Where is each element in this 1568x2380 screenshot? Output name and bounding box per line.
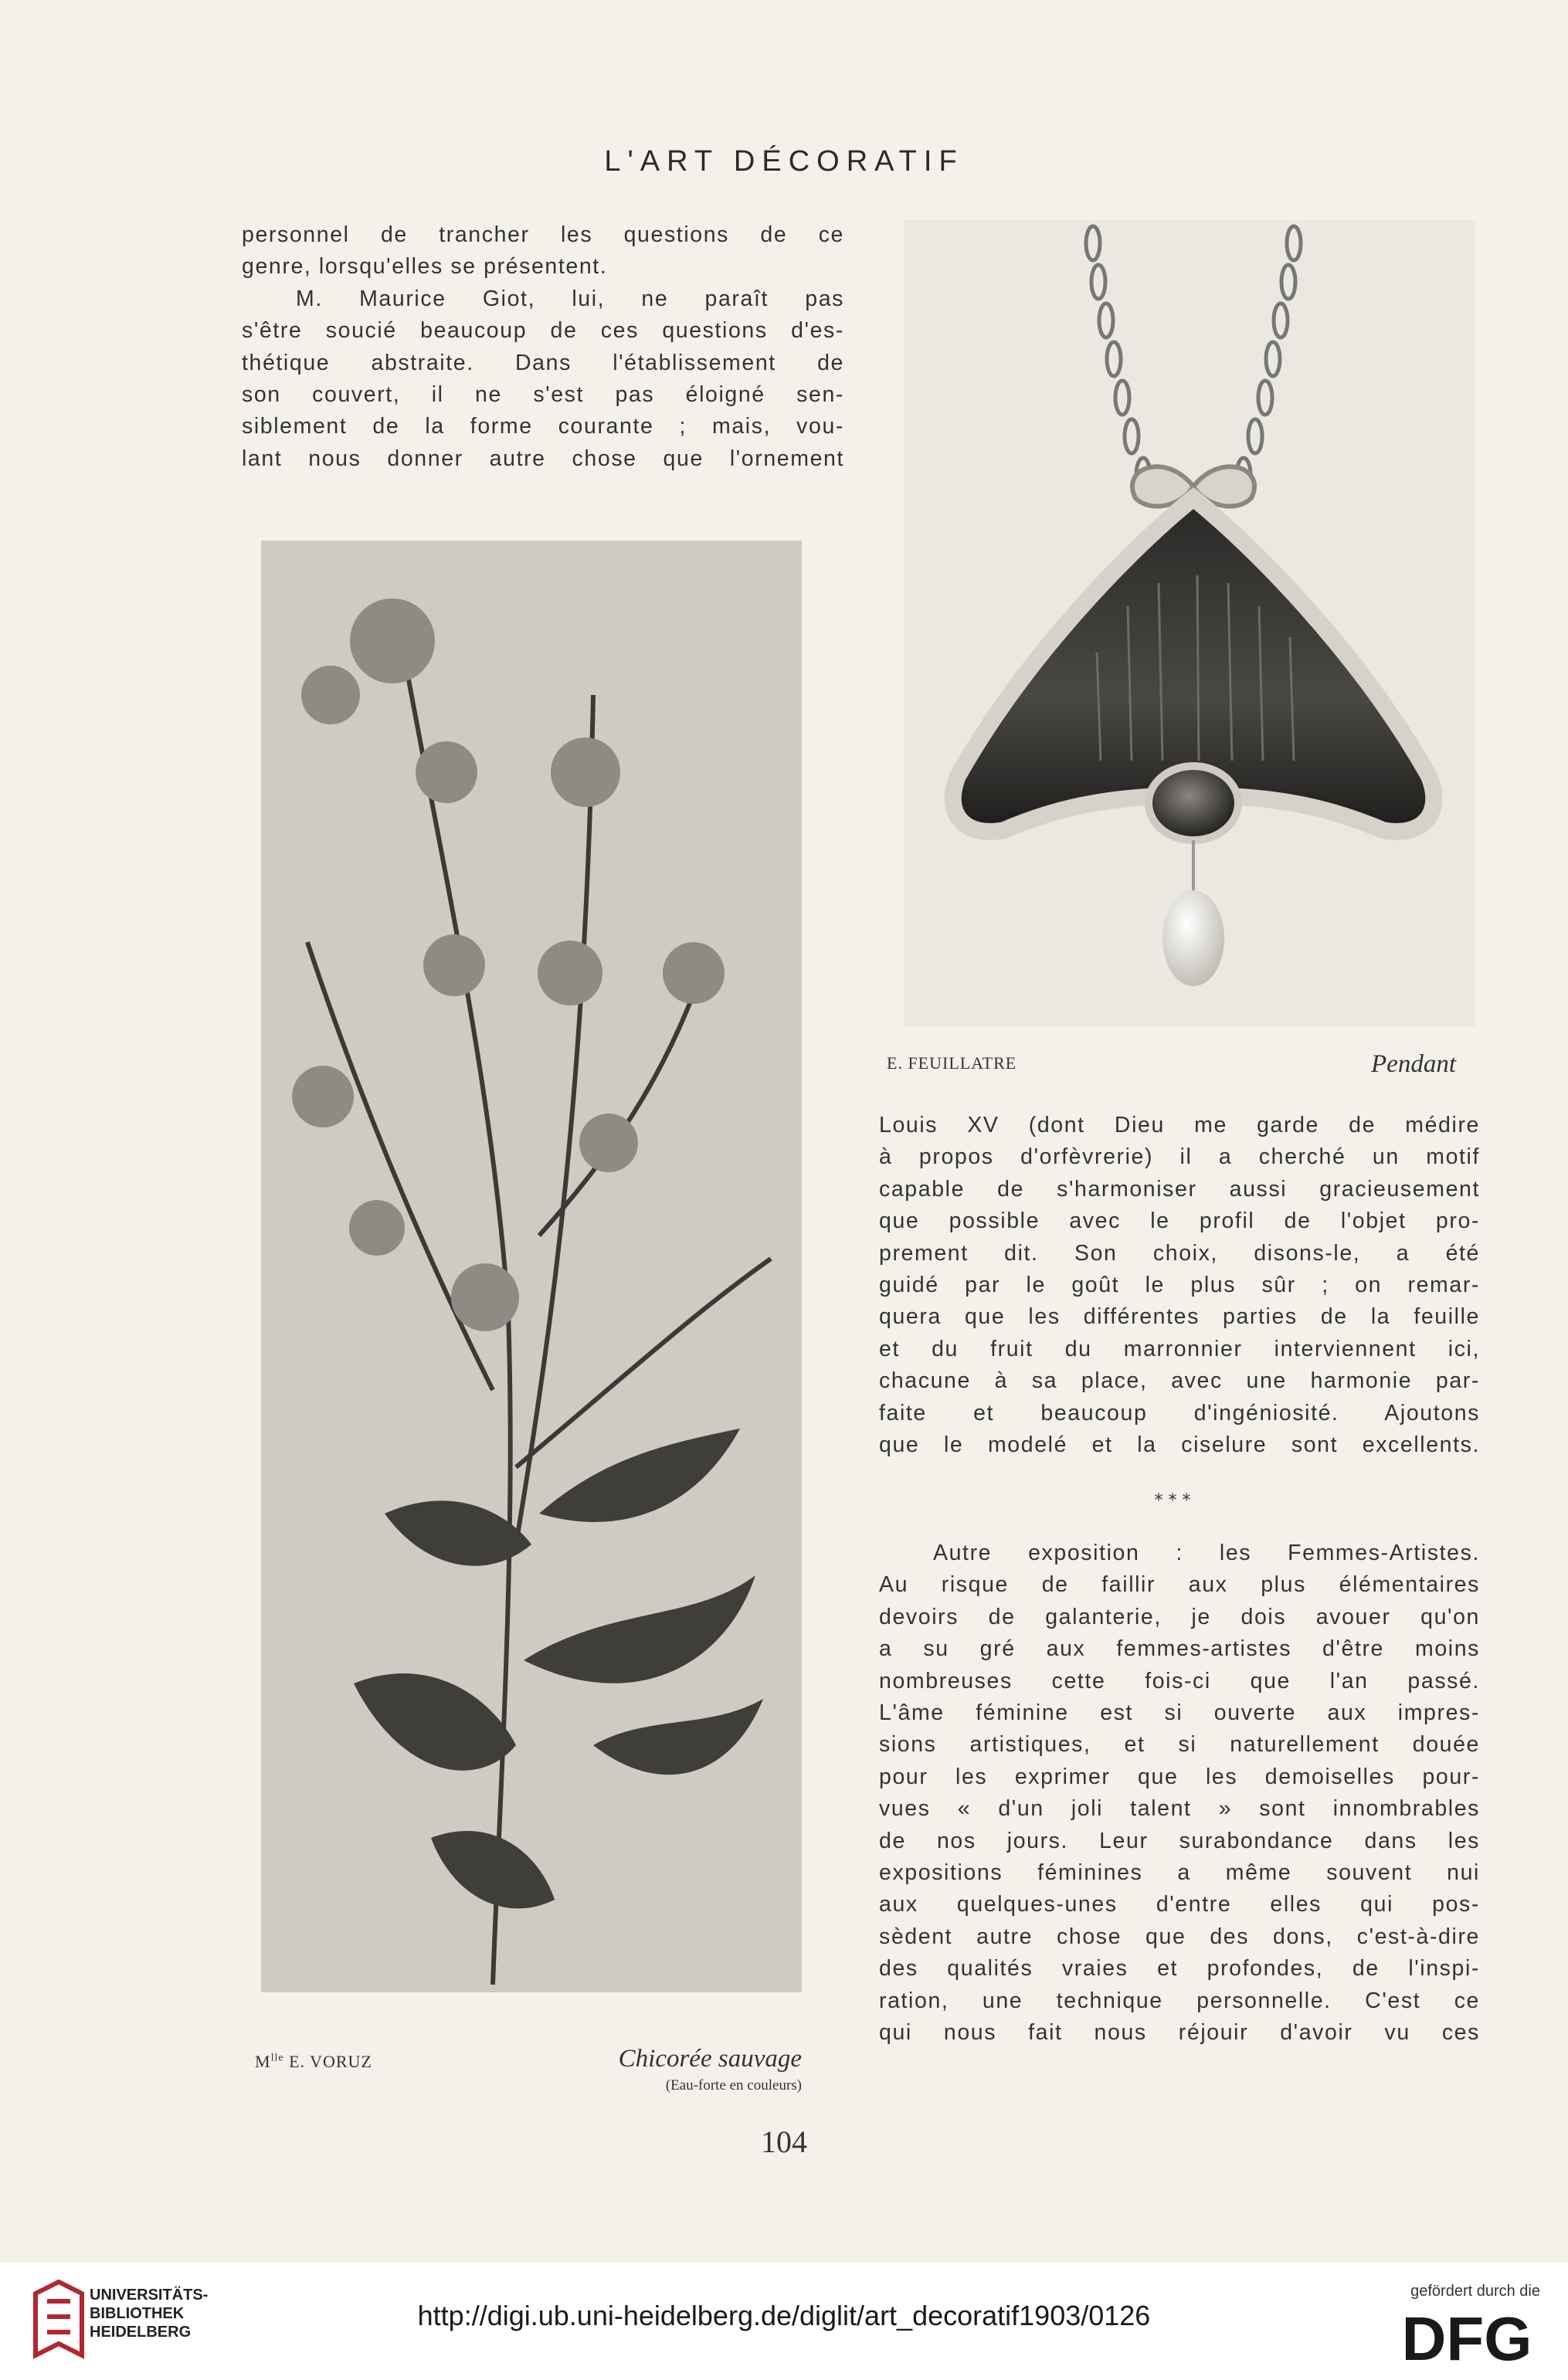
text-line: L'âme féminine est si ouverte aux impres- — [879, 1700, 1480, 1726]
text-line: prement dit. Son choix, disons-le, a été — [879, 1240, 1480, 1266]
library-name-line: HEIDELBERG — [90, 2324, 192, 2341]
pendant-caption-title: Pendant — [1371, 1050, 1456, 1078]
library-name-line: BIBLIOTHEK — [90, 2305, 185, 2322]
text-line: Autre exposition : les Femmes-Artistes. — [933, 1541, 1480, 1565]
text-line: capable de s'harmoniser aussi gracieusement — [879, 1176, 1480, 1202]
text-line: expositions féminines a même souvent nui — [879, 1860, 1480, 1886]
text-line: siblement de la forme courante ; mais, vou- — [242, 414, 844, 439]
artist-suffix: lle — [270, 2052, 284, 2064]
text-line: thétique abstraite. Dans l'établissement de — [242, 350, 844, 375]
text-line: personnel de trancher les questions de ce — [242, 222, 844, 247]
text-line: Au risque de faillir aux plus élémentaires — [879, 1572, 1480, 1598]
chain-right — [1237, 226, 1301, 492]
text-line: pour les exprimer que les demoiselles pour- — [879, 1764, 1480, 1789]
text-line: qui nous fait nous réjouir d'avoir vu ces — [879, 2020, 1480, 2046]
artist-prefix: M — [255, 2052, 271, 2071]
text-line: chacune à sa place, avec une harmonie par- — [879, 1368, 1480, 1394]
gemstone — [1149, 766, 1238, 840]
text-column-right-1 — [879, 1110, 1480, 1461]
chain-left — [1086, 226, 1150, 492]
library-name-line: UNIVERSITÄTS- — [90, 2287, 209, 2304]
text-line: et du fruit du marronnier interviennent ici, — [879, 1336, 1480, 1361]
text-line: M. Maurice Giot, lui, ne paraît pas — [296, 286, 844, 311]
text-line: Louis XV (dont Dieu me garde de médire — [879, 1113, 1480, 1137]
digitization-footer — [0, 2263, 1568, 2380]
flower-heads — [292, 598, 725, 1331]
pendant-caption-artist: E. FEUILLATRE — [887, 1053, 1017, 1073]
text-line: quera que les différentes parties de la feuille — [879, 1304, 1480, 1330]
text-column-right-2 — [879, 1538, 1480, 2049]
text-line: que possible avec le profil de l'objet pro- — [879, 1209, 1480, 1234]
text-line: genre, lorsqu'elles se présentent. — [242, 254, 608, 280]
text-line: guidé par le goût le plus sûr ; on remar- — [879, 1273, 1480, 1298]
artist-name: E. VORUZ — [283, 2052, 372, 2071]
text-line: à propos d'orfèvrerie) il a cherché un motif — [879, 1144, 1480, 1170]
funding-note: gefördert durch die — [1410, 2283, 1540, 2300]
running-head: L'ART DÉCORATIF — [604, 145, 964, 178]
text-line: s'être soucié beaucoup de ces questions d'es- — [242, 318, 844, 344]
text-line: vues « d'un joli talent » sont innombrables — [879, 1796, 1480, 1822]
chicory-caption-title: Chicorée sauvage — [618, 2045, 802, 2073]
chicory-etching-plate — [261, 541, 802, 1992]
text-line: devoirs de galanterie, je dois avouer qu'on — [879, 1604, 1480, 1629]
text-line: que le modelé et la ciselure sont excellents. — [879, 1432, 1480, 1458]
text-line: de nos jours. Leur surabondance dans les — [879, 1828, 1480, 1853]
chicory-caption-subtitle: (Eau-forte en couleurs) — [665, 2077, 802, 2094]
text-line: des qualités vraies et profondes, de l'inspi- — [879, 1956, 1480, 1982]
dfg-wordmark: DFG — [1401, 2307, 1532, 2368]
dfg-logo — [1393, 2307, 1540, 2368]
text-line: ration, une technique personnelle. C'est ce — [879, 1988, 1480, 2013]
pearl-drop — [1162, 890, 1224, 986]
text-line: faite et beaucoup d'ingéniosité. Ajoutons — [879, 1400, 1480, 1426]
text-line: sions artistiques, et si naturellement douée — [879, 1732, 1480, 1758]
text-line: nombreuses cette fois-ci que l'an passé. — [879, 1668, 1480, 1693]
text-line: aux quelques-unes d'entre elles qui pos- — [879, 1892, 1480, 1917]
text-line: a su gré aux femmes-artistes d'être moins — [879, 1636, 1480, 1662]
text-line: sèdent autre chose que des dons, c'est-à-dire — [879, 1924, 1480, 1949]
text-line: son couvert, il ne s'est pas éloigné sen- — [242, 382, 844, 408]
section-break-asterisks: * * * — [1154, 1491, 1191, 1510]
chicory-caption-artist — [255, 2052, 372, 2072]
pendant-photograph — [904, 220, 1475, 1027]
text-line: lant nous donner autre chose que l'ornement — [242, 446, 844, 471]
page-number: 104 — [761, 2124, 807, 2159]
text-column-left — [242, 219, 844, 475]
leaves — [354, 1429, 763, 1908]
source-url-link[interactable]: http://digi.ub.uni-heidelberg.de/diglit/art_decoratif1903/0126 — [417, 2300, 1151, 2331]
stems — [307, 633, 771, 1985]
